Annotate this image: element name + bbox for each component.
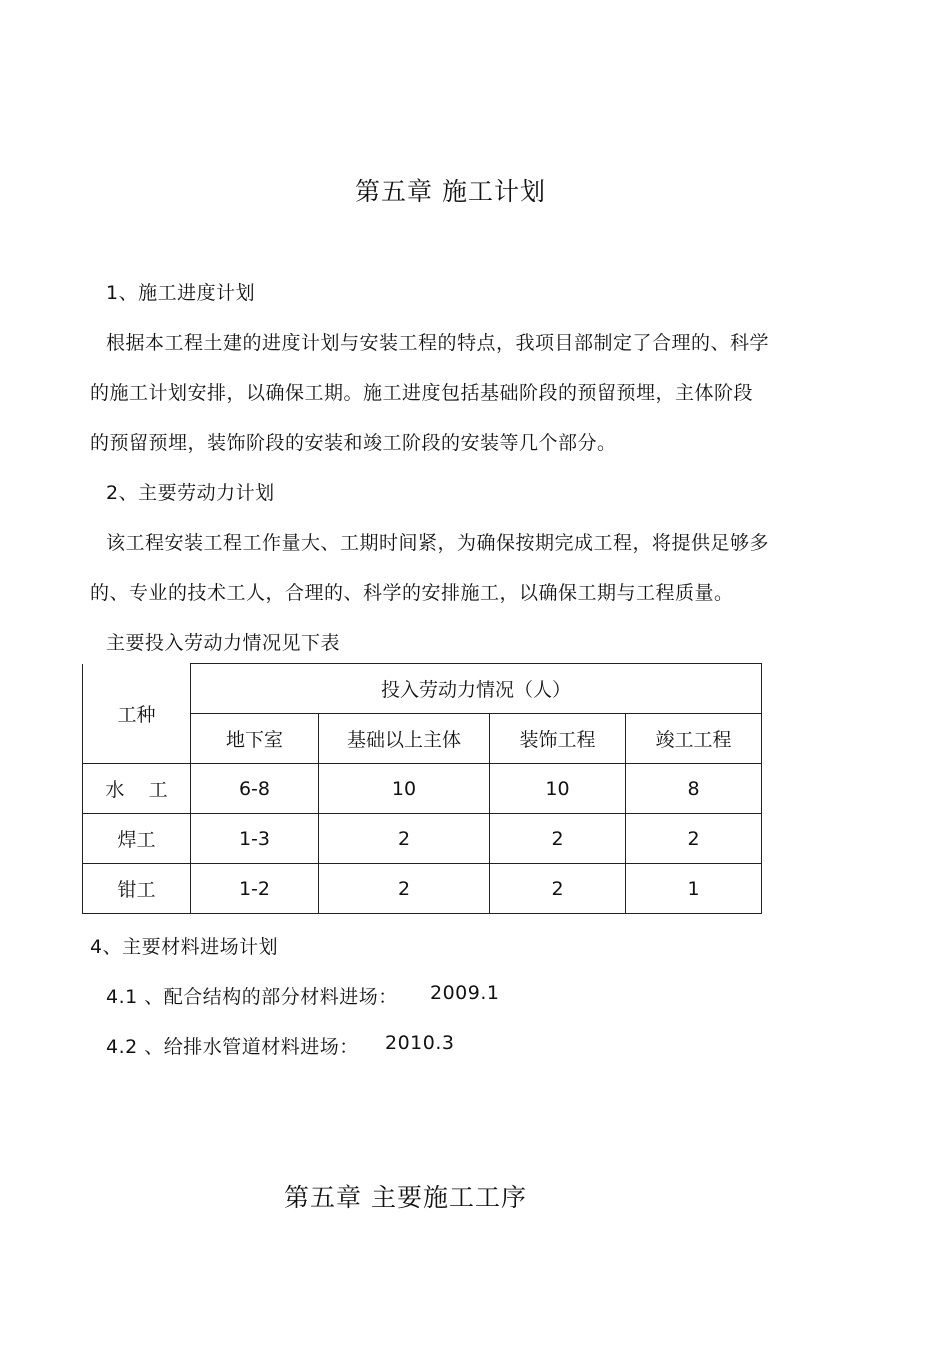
value-cell: 2 [319,864,490,914]
progress-heading: 1、施工进度计划 [106,282,256,304]
labor-paragraph-line: 的、专业的技术工人，合理的、科学的安排施工，以确保工期与工程质量。 [90,582,734,604]
column-header: 基础以上主体 [319,714,490,764]
labor-table [82,663,762,914]
trade-cell: 焊工 [83,814,191,864]
value-cell: 1-3 [191,814,319,864]
progress-paragraph-line: 根据本工程土建的进度计划与安装工程的特点，我项目部制定了合理的、科学 [106,332,770,354]
value-cell: 2 [490,864,626,914]
chapter-title: 第五章 施工计划 [355,177,546,206]
materials-item-date: 2009.1 [430,982,500,1004]
progress-paragraph-line: 的预留预埋，装饰阶段的安装和竣工阶段的安装等几个部分。 [90,432,617,454]
trade-cell: 钳工 [83,864,191,914]
value-cell: 10 [490,764,626,814]
value-cell: 2 [319,814,490,864]
trade-header: 工种 [83,664,191,764]
group-header: 投入劳动力情况（人） [191,664,762,714]
value-cell: 8 [626,764,762,814]
labor-heading: 2、主要劳动力计划 [106,482,275,504]
value-cell: 2 [626,814,762,864]
value-cell: 6-8 [191,764,319,814]
materials-item-label: 4.1 、配合结构的部分材料进场： [106,986,398,1008]
table-row [83,764,762,814]
column-header: 装饰工程 [490,714,626,764]
next-chapter-title: 第五章 主要施工工序 [284,1183,527,1212]
column-header: 竣工工程 [626,714,762,764]
value-cell: 10 [319,764,490,814]
materials-heading: 4、主要材料进场计划 [90,936,279,958]
materials-item-date: 2010.3 [385,1032,455,1054]
column-header: 地下室 [191,714,319,764]
progress-paragraph-line: 的施工计划安排，以确保工期。施工进度包括基础阶段的预留预埋，主体阶段 [90,382,754,404]
materials-item-label: 4.2 、给排水管道材料进场： [106,1036,359,1058]
table-row [83,864,762,914]
labor-paragraph-line: 该工程安装工程工作量大、工期时间紧，为确保按期完成工程，将提供足够多 [106,532,770,554]
table-row [83,814,762,864]
labor-table-intro: 主要投入劳动力情况见下表 [106,632,341,654]
value-cell: 1-2 [191,864,319,914]
value-cell: 2 [490,814,626,864]
trade-cell: 水 工 [83,764,191,814]
value-cell: 1 [626,864,762,914]
